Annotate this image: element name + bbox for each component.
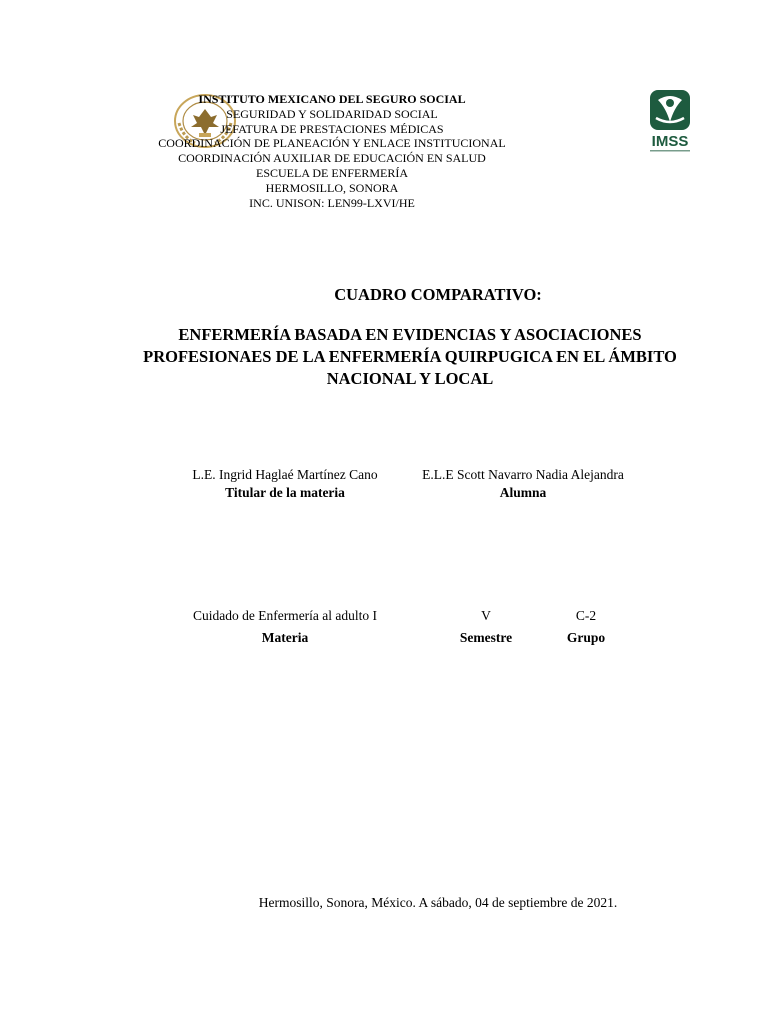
header-line-escuela: ESCUELA DE ENFERMERÍA xyxy=(255,165,408,180)
header-line-planeacion: COORDINACIÓN DE PLANEACIÓN Y ENLACE INSTITUCIONAL xyxy=(158,136,506,151)
header-line-unison: INC. UNISON: LEN99-LXVI/HE xyxy=(249,195,415,210)
semester-value: V xyxy=(481,608,491,623)
student-role: Alumna xyxy=(499,485,547,500)
semester-label: Semestre xyxy=(459,630,513,645)
subject-field xyxy=(160,607,410,647)
teacher-role: Titular de la materia xyxy=(225,485,345,500)
header-line-city: HERMOSILLO, SONORA xyxy=(265,180,399,195)
header-line-educacion: COORDINACIÓN AUXILIAR DE EDUCACIÓN EN SALUD xyxy=(178,151,486,166)
header-line-security: SEGURIDAD Y SOLIDARIDAD SOCIAL xyxy=(226,106,438,121)
header-line-institute: INSTITUTO MEXICANO DEL SEGURO SOCIAL xyxy=(198,92,466,106)
group-label: Grupo xyxy=(566,630,606,645)
header-line-jefatura: JEFATURA DE PRESTACIONES MÉDICAS xyxy=(220,121,444,136)
group-field xyxy=(546,607,626,647)
document-type: CUADRO COMPARATIVO: xyxy=(334,285,542,304)
student-name: E.L.E Scott Navarro Nadia Alejandra xyxy=(422,467,624,482)
teacher-block xyxy=(160,466,410,502)
semester-field xyxy=(436,607,536,647)
institution-header xyxy=(0,92,768,210)
imss-logo-text: IMSS xyxy=(651,133,689,150)
document-title: ENFERMERÍA BASADA EN EVIDENCIAS Y ASOCIACIONES PROFESIONAES DE LA ENFERMERÍA QUIRPUGICA EN EL ÁMBITO NACIONAL Y LOCAL xyxy=(143,325,677,388)
subject-value: Cuidado de Enfermería al adulto I xyxy=(192,608,378,623)
place-date: Hermosillo, Sonora, México. A sábado, 04 de septiembre de 2021. xyxy=(258,895,618,910)
teacher-name: L.E. Ingrid Haglaé Martínez Cano xyxy=(192,467,378,482)
subject-label: Materia xyxy=(261,630,309,645)
student-block xyxy=(398,466,648,502)
group-value: C-2 xyxy=(575,608,597,623)
